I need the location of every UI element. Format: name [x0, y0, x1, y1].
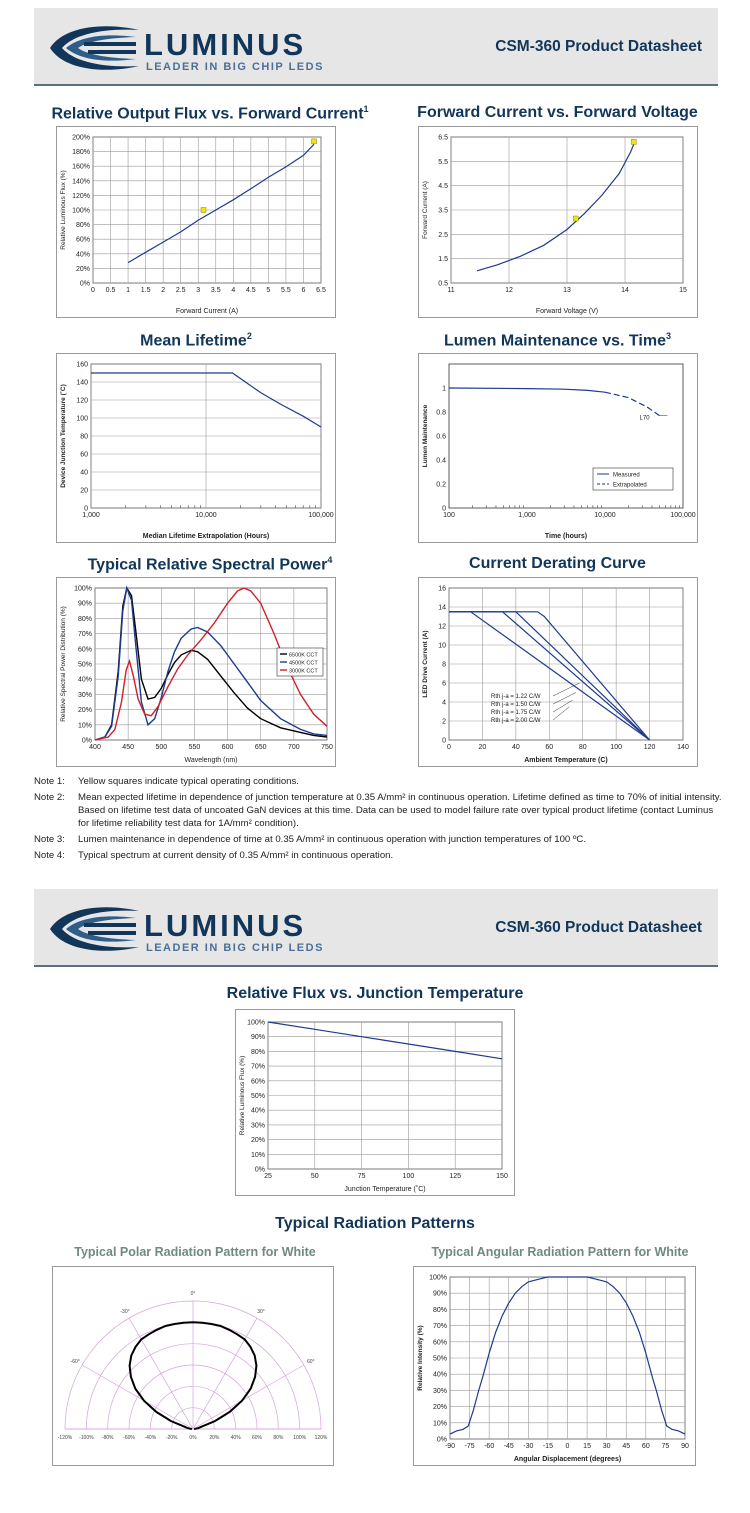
y-tick-label: 20% [432, 1404, 447, 1412]
chart-spectral-power [56, 577, 336, 767]
y-tick-label: 70% [432, 1323, 447, 1331]
operating-point-marker [631, 139, 636, 144]
polar-spoke [193, 1365, 304, 1429]
brand-tagline: LEADER IN BIG CHIP LEDS [146, 942, 324, 954]
datasheet-header-1 [34, 8, 718, 86]
polar-angle-label: 30° [257, 1309, 265, 1316]
x-tick-label: 0 [91, 287, 95, 294]
chart-flux-current [56, 126, 336, 318]
series-label: Rth j-a = 2.00 C/W [491, 718, 541, 724]
x-tick-label: 6 [301, 287, 306, 294]
x-tick-label: 750 [321, 744, 333, 751]
section-title-radiation: Typical Radiation Patterns [275, 1215, 475, 1232]
y-tick-label: 0% [79, 280, 90, 288]
y-axis-label: Lumen Maintenance [422, 404, 429, 468]
polar-radial-label: -100% [79, 1435, 94, 1441]
y-tick-label: 90% [432, 1290, 447, 1298]
x-tick-label: 50 [310, 1173, 319, 1180]
annotation-label: L70 [639, 415, 650, 422]
y-tick-label: 80% [77, 615, 92, 623]
chart-flux-junction [235, 1009, 515, 1196]
polar-angle-label: -30° [120, 1309, 130, 1316]
x-tick-label: 14 [621, 287, 629, 294]
y-tick-label: 0 [442, 505, 446, 513]
y-tick-label: 10 [438, 642, 446, 650]
x-axis-label: Wavelength (nm) [184, 757, 238, 764]
x-tick-label: 500 [155, 744, 168, 751]
x-tick-label: -90 [444, 1443, 456, 1450]
y-tick-label: 60% [77, 646, 92, 654]
x-tick-label: 60 [545, 744, 554, 751]
y-axis-label: Relative Luminous Flux (%) [239, 1055, 246, 1136]
brand-tagline: LEADER IN BIG CHIP LEDS [146, 61, 324, 73]
polar-spoke [193, 1318, 257, 1429]
y-tick-label: 180% [72, 149, 90, 157]
polar-angle-label: -60° [70, 1359, 80, 1365]
x-tick-label: 75 [661, 1443, 670, 1450]
x-tick-label: 100 [610, 744, 622, 751]
polar-spoke [82, 1365, 193, 1429]
x-tick-label: 140 [677, 744, 689, 751]
legend-entry: Extrapolated [613, 482, 647, 489]
polar-radial-label: 120% [314, 1435, 328, 1441]
x-tick-label: 450 [122, 744, 134, 751]
x-tick-label: 12 [505, 287, 513, 294]
polar-angle-label: 60° [306, 1359, 315, 1365]
polar-radial-label: 100% [293, 1435, 307, 1441]
polar-radial-label: 40% [230, 1435, 241, 1441]
polar-radial-label: 0% [189, 1435, 197, 1441]
y-tick-label: 6.5 [438, 134, 448, 142]
y-tick-label: 20% [77, 707, 92, 715]
y-tick-label: 160 [76, 361, 88, 369]
chart-title-lumen-maintenance: Lumen Maintenance vs. Time$^3$ [443, 331, 671, 350]
note-1: Note 1: Yellow squares indicate typical operating conditions. [34, 776, 299, 787]
y-axis-label: Relative Luminous Flux (%) [60, 170, 67, 250]
operating-point-marker [201, 208, 206, 213]
polar-radial-label: -20% [165, 1435, 178, 1441]
y-tick-label: 120 [76, 397, 88, 405]
x-tick-label: 13 [563, 287, 571, 294]
x-tick-label: 10,000 [195, 512, 217, 519]
x-tick-label: 550 [188, 744, 201, 751]
y-tick-label: 100 [76, 415, 88, 423]
x-tick-label: 700 [288, 744, 300, 751]
y-tick-label: 60% [250, 1078, 265, 1086]
luminus-swoosh-icon [50, 26, 139, 70]
x-tick-label: 100,000 [308, 512, 334, 519]
y-tick-label: 2 [442, 718, 446, 726]
y-tick-label: 14 [438, 604, 446, 612]
y-tick-label: 0.2 [436, 481, 446, 489]
legend-entry: 4500K CCT [289, 660, 318, 667]
operating-point-marker [573, 216, 578, 221]
x-tick-label: 30 [602, 1443, 611, 1450]
y-tick-label: 40% [250, 1107, 265, 1115]
y-tick-label: 90% [77, 600, 92, 608]
luminus-logo [44, 20, 384, 76]
y-tick-label: 0.4 [436, 457, 446, 465]
y-tick-label: 16 [438, 585, 446, 593]
y-tick-label: 160% [72, 163, 90, 171]
x-tick-label: 90 [681, 1443, 689, 1450]
y-tick-label: 80% [250, 1048, 265, 1056]
x-tick-label: 100,000 [670, 512, 696, 519]
polar-radial-label: -120% [57, 1435, 73, 1441]
y-tick-label: 6 [442, 680, 446, 688]
x-tick-label: 4 [231, 287, 236, 294]
y-tick-label: 80% [75, 222, 90, 230]
y-tick-label: 50% [77, 661, 92, 669]
y-tick-label: 30% [432, 1387, 447, 1395]
x-tick-label: -60 [484, 1443, 495, 1450]
brand-name: LUMINUS [144, 908, 307, 943]
y-tick-label: 80 [80, 433, 88, 441]
y-tick-label: 4.5 [438, 183, 448, 191]
y-tick-label: 100% [72, 207, 90, 215]
y-tick-label: 50% [250, 1093, 265, 1100]
x-tick-label: 2 [161, 287, 166, 294]
y-tick-label: 30% [250, 1122, 265, 1130]
x-axis-label: Time (hours) [544, 533, 588, 540]
subtitle-angular: Typical Angular Radiation Pattern for White [431, 1245, 689, 1259]
x-tick-label: 1,000 [518, 512, 536, 519]
y-tick-label: 0% [254, 1166, 265, 1174]
chart-current-voltage [418, 126, 698, 318]
series-label: Rth j-a = 1.75 C/W [491, 710, 541, 716]
x-tick-label: 400 [89, 744, 101, 751]
chart-title-flux-junction: Relative Flux vs. Junction Temperature [226, 985, 524, 1002]
y-tick-label: 12 [438, 623, 446, 631]
x-tick-label: 5.5 [281, 287, 291, 294]
x-axis-label: Forward Current (A) [175, 308, 239, 315]
x-tick-label: 40 [511, 744, 520, 751]
x-tick-label: 6.5 [316, 287, 326, 294]
x-tick-label: 650 [254, 744, 267, 751]
chart-title-current-derating: Current Derating Curve [469, 555, 646, 572]
y-tick-label: 1 [442, 385, 446, 393]
y-tick-label: 20 [80, 487, 88, 495]
polar-spoke [129, 1318, 193, 1429]
y-tick-label: 70% [250, 1063, 265, 1071]
x-axis-label: Forward Voltage (V) [535, 308, 599, 315]
y-axis-label: LED Drive Current (A) [422, 630, 429, 698]
chart-title-current-voltage: Forward Current vs. Forward Voltage [417, 104, 698, 121]
x-tick-label: 1,000 [82, 512, 100, 519]
y-tick-label: 70% [77, 631, 92, 639]
note-4: Note 4: Typical spectrum at current density of 0.35 A/mm² in continuous operation. [34, 850, 394, 861]
y-axis-label: Device Junction Temperature (˚C) [60, 384, 67, 488]
chart-polar-pattern [52, 1266, 334, 1466]
y-tick-label: 4 [442, 699, 446, 707]
chart-title-mean-lifetime: Mean Lifetime$^2$ [140, 331, 252, 350]
y-tick-label: 40% [432, 1371, 447, 1379]
y-tick-label: 20% [75, 265, 90, 273]
x-tick-label: 100 [402, 1173, 415, 1180]
y-tick-label: 200% [72, 134, 90, 142]
y-tick-label: 5.5 [438, 158, 448, 166]
y-tick-label: 0.5 [438, 280, 448, 288]
polar-radial-label: 80% [273, 1435, 284, 1441]
x-tick-label: 100 [443, 512, 455, 519]
x-tick-label: -30 [523, 1443, 534, 1450]
y-tick-label: 10% [77, 722, 92, 730]
y-tick-label: 3.5 [438, 207, 448, 215]
y-tick-label: 140% [72, 178, 90, 186]
luminus-swoosh-icon [50, 907, 139, 951]
y-tick-label: 80% [432, 1306, 447, 1314]
y-tick-label: 60 [80, 451, 88, 459]
x-tick-label: 75 [357, 1173, 366, 1180]
x-axis-label: Median Lifetime Extrapolation (Hours) [142, 533, 270, 540]
datasheet-header-2 [34, 889, 718, 967]
legend-entry: 3000K CCT [289, 668, 318, 675]
doc-title: CSM-360 Product Datasheet [495, 38, 702, 55]
luminus-logo [44, 901, 384, 957]
polar-radial-label: 60% [251, 1435, 263, 1441]
y-tick-label: 100% [247, 1019, 265, 1027]
y-tick-label: 1.5 [438, 256, 448, 264]
x-tick-label: -15 [542, 1443, 553, 1450]
x-tick-label: 10,000 [594, 512, 616, 519]
polar-radial-label: -40% [144, 1435, 157, 1441]
doc-title: CSM-360 Product Datasheet [495, 919, 702, 936]
x-tick-label: 4.5 [245, 287, 256, 294]
x-tick-label: -75 [464, 1443, 475, 1450]
y-tick-label: 60% [75, 236, 90, 244]
y-tick-label: 100% [429, 1274, 447, 1282]
chart-angular-pattern [413, 1266, 696, 1466]
y-tick-label: 140 [76, 379, 88, 387]
y-tick-label: 30% [77, 691, 92, 699]
x-tick-label: 15 [679, 287, 687, 294]
x-tick-label: 0 [447, 744, 451, 751]
chart-lumen-maintenance [418, 353, 698, 543]
x-tick-label: -45 [503, 1443, 514, 1450]
chart-current-derating [418, 577, 698, 767]
y-axis-label: Relative Spectral Power Distribution (%) [60, 606, 67, 722]
y-tick-label: 90% [250, 1034, 265, 1042]
x-axis-label: Junction Temperature (˚C) [344, 1186, 426, 1193]
operating-point-marker [311, 139, 316, 144]
x-tick-label: 120 [643, 744, 656, 751]
x-tick-label: 150 [496, 1173, 508, 1180]
y-tick-label: 10% [432, 1420, 447, 1428]
y-tick-label: 0.8 [436, 409, 446, 417]
x-tick-label: 80 [578, 744, 587, 751]
x-tick-label: 1 [126, 287, 131, 294]
y-tick-label: 40 [80, 469, 88, 477]
x-tick-label: 45 [622, 1443, 631, 1450]
x-tick-label: 60 [641, 1443, 650, 1450]
x-tick-label: 2.5 [175, 287, 186, 294]
x-tick-label: 1.5 [140, 287, 151, 294]
x-tick-label: 11 [447, 287, 455, 294]
y-tick-label: 0.6 [436, 433, 446, 441]
y-tick-label: 60% [432, 1339, 447, 1347]
x-axis-label: Ambient Temperature (C) [524, 757, 608, 764]
y-tick-label: 20% [250, 1137, 265, 1145]
y-axis-label: Relative Intensity (%) [417, 1325, 424, 1391]
y-tick-label: 0 [442, 737, 446, 745]
y-tick-label: 50% [432, 1355, 447, 1363]
polar-radial-label: -60% [123, 1435, 135, 1441]
series-label: Rth j-a = 1.22 C/W [491, 694, 541, 700]
y-tick-label: 120% [72, 192, 90, 200]
y-tick-label: 40% [77, 676, 92, 684]
x-tick-label: 0 [565, 1443, 570, 1450]
x-tick-label: 600 [221, 744, 234, 751]
legend-entry: Measured [613, 472, 640, 479]
notes-section [34, 775, 724, 865]
y-tick-label: 2.5 [438, 231, 448, 239]
y-tick-label: 10% [250, 1151, 265, 1159]
x-tick-label: 25 [264, 1173, 272, 1180]
chart-mean-lifetime [56, 353, 336, 543]
x-axis-label: Angular Displacement (degrees) [513, 1456, 622, 1463]
x-tick-label: 15 [583, 1443, 591, 1450]
brand-name: LUMINUS [144, 27, 307, 62]
subtitle-polar: Typical Polar Radiation Pattern for White [74, 1245, 316, 1259]
chart-title-spectral-power: Typical Relative Spectral Power$^4$ [87, 555, 333, 574]
polar-angle-label: 0° [190, 1291, 196, 1297]
y-tick-label: 8 [442, 661, 446, 669]
note-2: Note 2: Mean expected lifetime in dependence of junction temperature at 0.35 A/mm² in continuous operation. Lifetime defined as time to 70% of initial intensity. Based on lifetime test data of uncoated GaN devices at this time. Data can be used to model failure rate over typical product lifetime (contact Luminus for lifetime reliability test data for 1A/mm² condition). [34, 792, 722, 829]
y-axis-label: Forward Current (A) [422, 181, 429, 239]
polar-radial-label: -80% [101, 1435, 114, 1441]
y-tick-label: 100% [74, 585, 92, 593]
x-tick-label: 5 [266, 287, 271, 294]
x-tick-label: 3 [196, 287, 201, 294]
polar-radial-label: 20% [209, 1435, 220, 1441]
x-tick-label: 0.5 [105, 287, 116, 294]
y-tick-label: 0% [81, 737, 92, 745]
chart-title-flux-current: Relative Output Flux vs. Forward Current$^1$ [51, 104, 369, 123]
x-tick-label: 125 [449, 1173, 462, 1180]
y-tick-label: 0% [436, 1436, 447, 1444]
legend-entry: 6500K CCT [289, 652, 318, 659]
series-label: Rth j-a = 1.50 C/W [491, 702, 541, 708]
note-3: Note 3: Lumen maintenance in dependence of time at 0.35 A/mm² in continuous operation with junction temperatures of 100 ºC. [34, 834, 587, 845]
x-tick-label: 3.5 [210, 287, 221, 294]
x-tick-label: 20 [478, 744, 487, 751]
y-tick-label: 40% [75, 251, 90, 259]
y-tick-label: 0 [84, 505, 88, 513]
